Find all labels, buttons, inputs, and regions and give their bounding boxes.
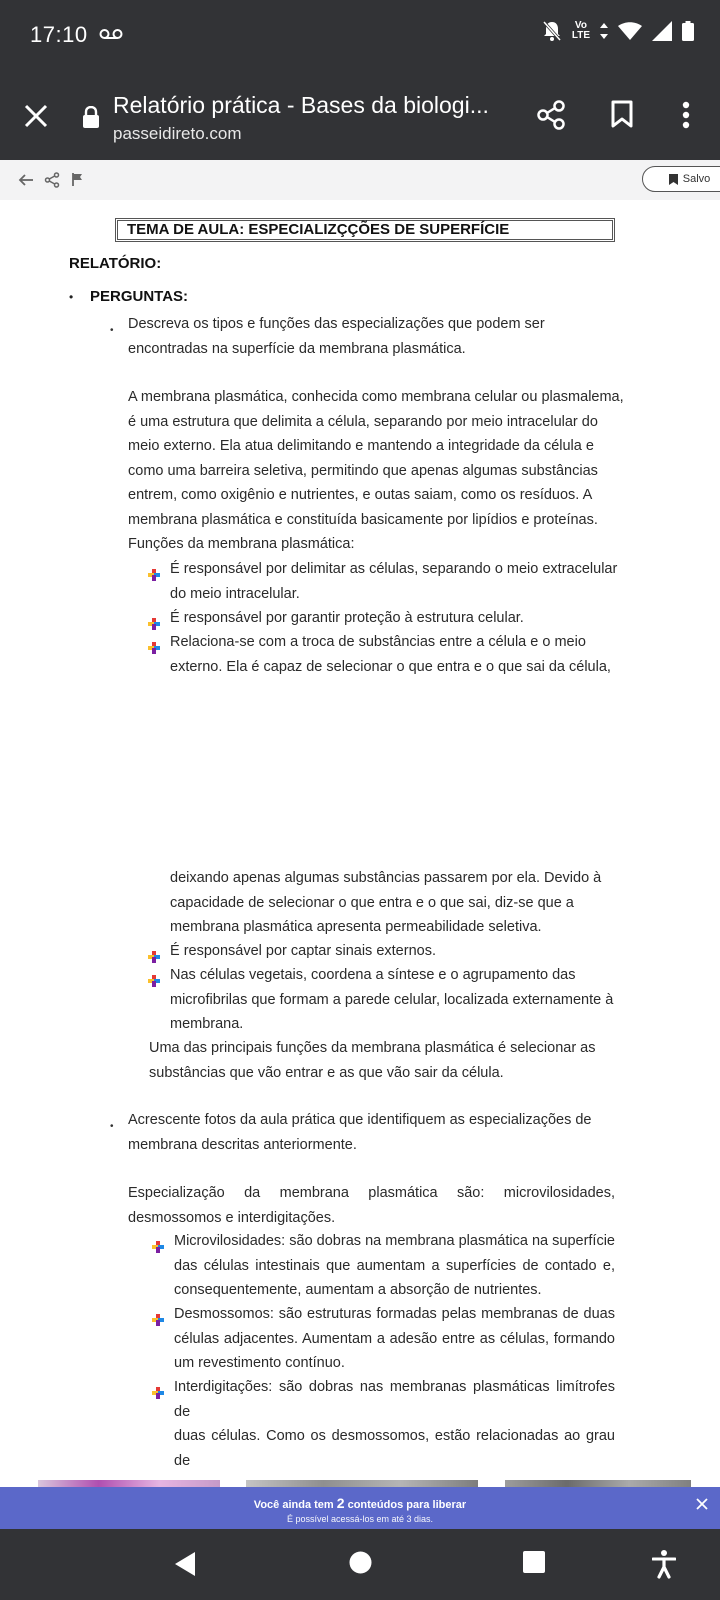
questions-heading: PERGUNTAS: bbox=[90, 288, 189, 305]
function-item-3: Relaciona-se com a troca de substâncias entre a célula e o meio externo. Ela é capaz de selecionar o que entra e o que sai da célula, bbox=[170, 634, 611, 675]
function-item-2: É responsável por garantir proteção à estrutura celular. bbox=[170, 610, 524, 626]
share-icon[interactable] bbox=[536, 100, 566, 130]
banner-subtext: É possível acessá-los em até 3 dias. bbox=[286, 1514, 434, 1524]
function-item-1: É responsável por delimitar as células, separando o meio extracelular do meio intracelular. bbox=[170, 561, 618, 602]
status-time: 17:10 bbox=[30, 22, 88, 47]
unlock-content-banner[interactable] bbox=[0, 1487, 720, 1529]
back-arrow-icon[interactable] bbox=[18, 172, 34, 188]
colored-bullet-icon bbox=[148, 642, 160, 654]
specialization-interdigitations: Interdigitações: são dobras nas membranas plasmáticas limítrofes de duas células. Como os desmossomos, estão relacionadas ao grau de bbox=[174, 1379, 615, 1469]
function-item-5: Nas células vegetais, coordena a síntese e o agrupamento das microfibrilas que formam a parede celular, localizada externamente à membrana. bbox=[170, 967, 614, 1032]
document-page bbox=[0, 200, 720, 1486]
question-1: Descreva os tipos e funções das especializações que podem ser encontradas na superfície da membrana plasmática. bbox=[128, 316, 545, 357]
back-nav-icon[interactable] bbox=[174, 1551, 196, 1577]
report-flag-icon[interactable] bbox=[71, 172, 85, 188]
share-document-icon[interactable] bbox=[44, 172, 60, 188]
volte-indicator: Vo LTE bbox=[571, 20, 590, 41]
colored-bullet-icon bbox=[148, 618, 160, 630]
specialization-desmosomes: Desmossomos: são estruturas formadas pelas membranas de duas células adjacentes. Aumentam a adesão entre as células, formando um revestimento contínuo. bbox=[174, 1306, 615, 1371]
close-tab-icon[interactable] bbox=[22, 102, 50, 130]
colored-bullet-icon bbox=[152, 1387, 164, 1399]
more-options-icon[interactable] bbox=[682, 101, 690, 129]
answer-1-paragraph: A membrana plasmática, conhecida como membrana celular ou plasmalema, é uma estrutura que delimita a célula, separando por meio intracelular do meio externo. Ela atua delimitando e mantendo a integridade da célula e como uma barreira seletiva, permitindo que apenas algumas substâncias entrem, como oxigênio e nutrientes, e outas saiam, como os resíduos. A membrana plasmática e constituída basicamente por lipídios e proteínas. Funções da membrana plasmática: bbox=[128, 389, 624, 552]
specialization-microvilli: Microvilosidades: são dobras na membrana plasmática na superfície das células intestinais que aumentam a superfícies de contado e, consequentemente, aumentam a absorção de nutrientes. bbox=[174, 1233, 615, 1298]
lock-icon[interactable] bbox=[82, 106, 100, 128]
summary-paragraph: Uma das principais funções da membrana plasmática é selecionar as substâncias que vão entrar e as que vão sair da célula. bbox=[149, 1040, 596, 1081]
status-bar bbox=[0, 0, 720, 70]
bullet-icon: • bbox=[110, 1121, 114, 1132]
bookmark-icon[interactable] bbox=[611, 100, 633, 128]
custom-tab-toolbar bbox=[0, 70, 720, 160]
report-heading: RELATÓRIO: bbox=[69, 255, 162, 272]
close-banner-icon[interactable] bbox=[696, 1498, 708, 1510]
cell-signal-icon bbox=[652, 21, 672, 41]
function-item-3-continued: deixando apenas algumas substâncias passarem por ela. Devido à capacidade de selecionar o que entra e o que sai, diz-se que a membrana plasmática apresenta permeabilidade seletiva. bbox=[170, 870, 602, 935]
colored-bullet-icon bbox=[152, 1314, 164, 1326]
document-toolbar bbox=[0, 160, 720, 200]
home-nav-icon[interactable] bbox=[349, 1551, 372, 1574]
wifi-icon bbox=[618, 22, 642, 40]
page-title[interactable]: Relatório prática - Bases da biologi... bbox=[113, 92, 489, 118]
question-2: Acrescente fotos da aula prática que identifiquem as especializações de membrana descritas anteriormente. bbox=[128, 1112, 592, 1153]
saved-button[interactable] bbox=[642, 166, 720, 192]
recents-nav-icon[interactable] bbox=[523, 1551, 545, 1573]
colored-bullet-icon bbox=[148, 569, 160, 581]
colored-bullet-icon bbox=[148, 951, 160, 963]
voicemail-icon bbox=[99, 28, 123, 40]
accessibility-icon[interactable] bbox=[652, 1549, 676, 1579]
function-item-4: É responsável por captar sinais externos. bbox=[170, 943, 436, 959]
answer-2-paragraph: Especialização da membrana plasmática são: microvilosidades, desmossomos e interdigitações. bbox=[128, 1185, 615, 1226]
bookmark-filled-icon bbox=[669, 174, 678, 185]
battery-icon bbox=[682, 21, 694, 41]
colored-bullet-icon bbox=[148, 975, 160, 987]
page-url[interactable]: passeidireto.com bbox=[113, 124, 242, 143]
colored-bullet-icon bbox=[152, 1241, 164, 1253]
data-arrows-icon bbox=[600, 23, 608, 39]
banner-message: Você ainda tem 2 conteúdos para liberar bbox=[253, 1495, 467, 1511]
notifications-off-icon bbox=[542, 20, 562, 42]
bullet-icon: • bbox=[110, 325, 114, 336]
lesson-topic-heading: TEMA DE AULA: ESPECIALIZÇÇÕES DE SUPERFÍCIE bbox=[115, 218, 615, 242]
system-navigation-bar bbox=[0, 1529, 720, 1600]
saved-label: Salvo bbox=[682, 173, 711, 185]
bullet-icon: • bbox=[69, 290, 74, 304]
